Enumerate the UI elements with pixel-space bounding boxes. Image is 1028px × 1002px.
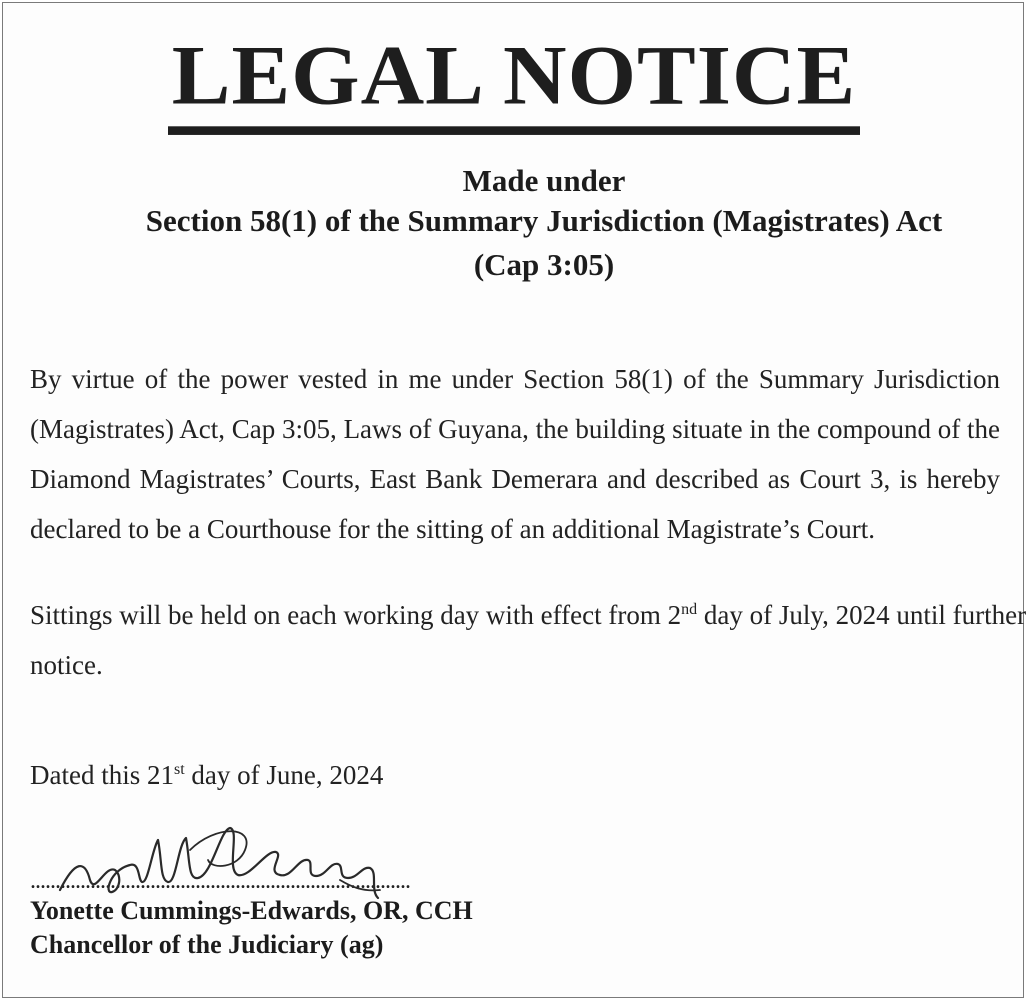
cap-line: (Cap 3:05): [473, 247, 615, 282]
ordinal-suffix: st: [173, 761, 185, 778]
sittings-text-start: Sittings will be held on each working day with effect from 2: [30, 600, 682, 630]
ordinal-suffix: nd: [681, 601, 698, 618]
paragraph-line: By virtue of the power vested in me under Section 58(1) of the Summary Jurisdiction: [30, 364, 1000, 394]
signatory-name: Yonette Cummings-Edwards, OR, CCH: [30, 896, 473, 925]
sittings-text-end: day of July, 2024 until further: [697, 600, 1027, 630]
made-under-line: Made under: [462, 163, 626, 198]
dated-text-end: day of June, 2024: [184, 760, 384, 790]
paragraph-line: declared to be a Courthouse for the sitting of an additional Magistrate’s Court.: [30, 514, 876, 544]
heading-wrapper: [0, 29, 1028, 137]
document-heading: LEGAL NOTICE: [168, 36, 860, 135]
paragraph-line: [30, 600, 1027, 631]
paragraph-sittings: [30, 600, 1027, 700]
signature-block: [30, 820, 450, 900]
dated-text-start: Dated this 21: [30, 760, 174, 790]
signature-dotted-line: ............................................................................: [30, 868, 410, 894]
dated-line: [30, 760, 383, 791]
signatory-title: Chancellor of the Judiciary (ag): [30, 930, 384, 959]
act-section-line: Section 58(1) of the Summary Jurisdiction (Magistrates) Act: [145, 203, 943, 238]
paragraph-declaration: [30, 364, 1000, 564]
paragraph-line: notice.: [30, 650, 103, 680]
paragraph-line: Diamond Magistrates’ Courts, East Bank Demerara and described as Court 3, is hereby: [30, 464, 1000, 494]
paragraph-line: (Magistrates) Act, Cap 3:05, Laws of Guyana, the building situate in the compound of the: [30, 414, 1000, 444]
